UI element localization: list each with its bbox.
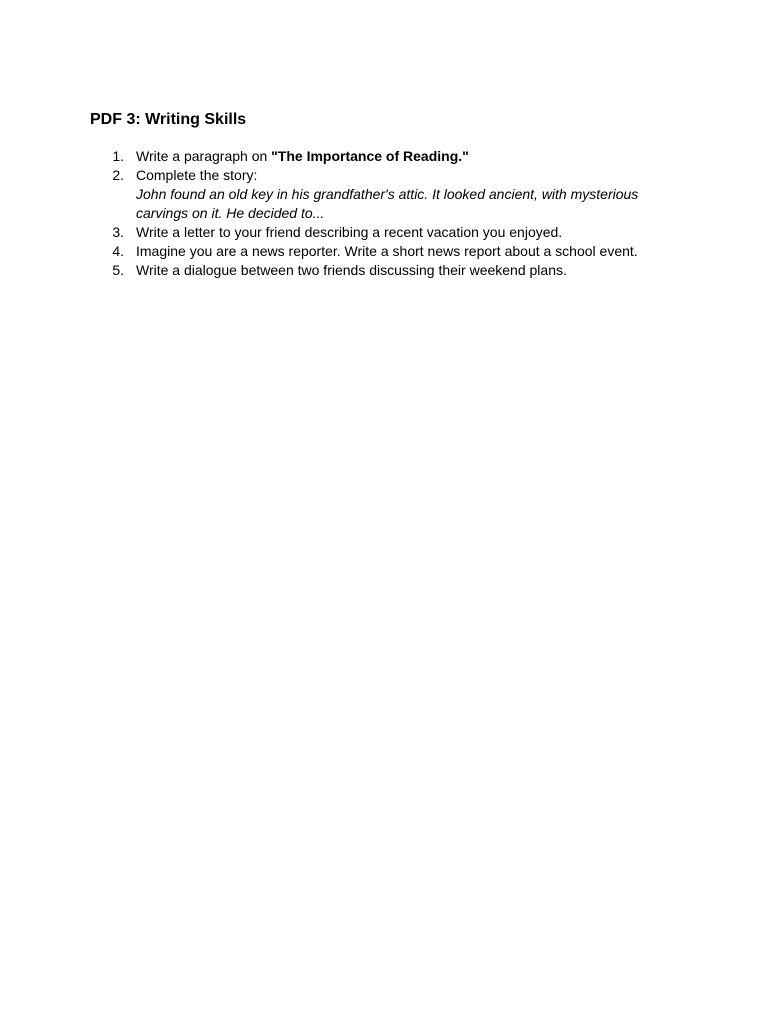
- task-topic-bold: "The Importance of Reading.": [271, 148, 469, 164]
- list-number: [90, 223, 136, 242]
- list-number-text: 3.: [112, 224, 124, 240]
- list-item: [90, 147, 690, 166]
- list-item-text: [136, 166, 690, 223]
- list-number: [90, 166, 136, 185]
- list-number: [90, 147, 136, 166]
- list-item: [90, 223, 690, 242]
- list-number-text: 1.: [112, 148, 124, 164]
- list-number-text: 4.: [112, 243, 124, 259]
- document-title: PDF 3: Writing Skills: [90, 111, 247, 128]
- task-text: Write a paragraph on: [136, 148, 272, 164]
- list-number: [90, 242, 136, 261]
- list-number-text: 5.: [112, 262, 124, 278]
- story-prompt-line: carvings on it. He decided to...: [136, 205, 325, 221]
- task-text: Write a letter to your friend describing a recent vacation you enjoyed.: [136, 224, 563, 240]
- story-prompt-line: John found an old key in his grandfather's attic. It looked ancient, with mysterious: [136, 186, 639, 202]
- list-number: [90, 261, 136, 280]
- writing-tasks-list: [90, 147, 690, 280]
- task-text: Write a dialogue between two friends discussing their weekend plans.: [136, 262, 567, 278]
- list-item-text: [136, 147, 690, 166]
- task-text: Complete the story:: [136, 167, 258, 183]
- list-item: [90, 242, 690, 261]
- list-number-text: 2.: [112, 167, 124, 183]
- list-item: [90, 166, 690, 223]
- list-item: [90, 261, 690, 280]
- task-text: Imagine you are a news reporter. Write a short news report about a school event.: [136, 243, 638, 259]
